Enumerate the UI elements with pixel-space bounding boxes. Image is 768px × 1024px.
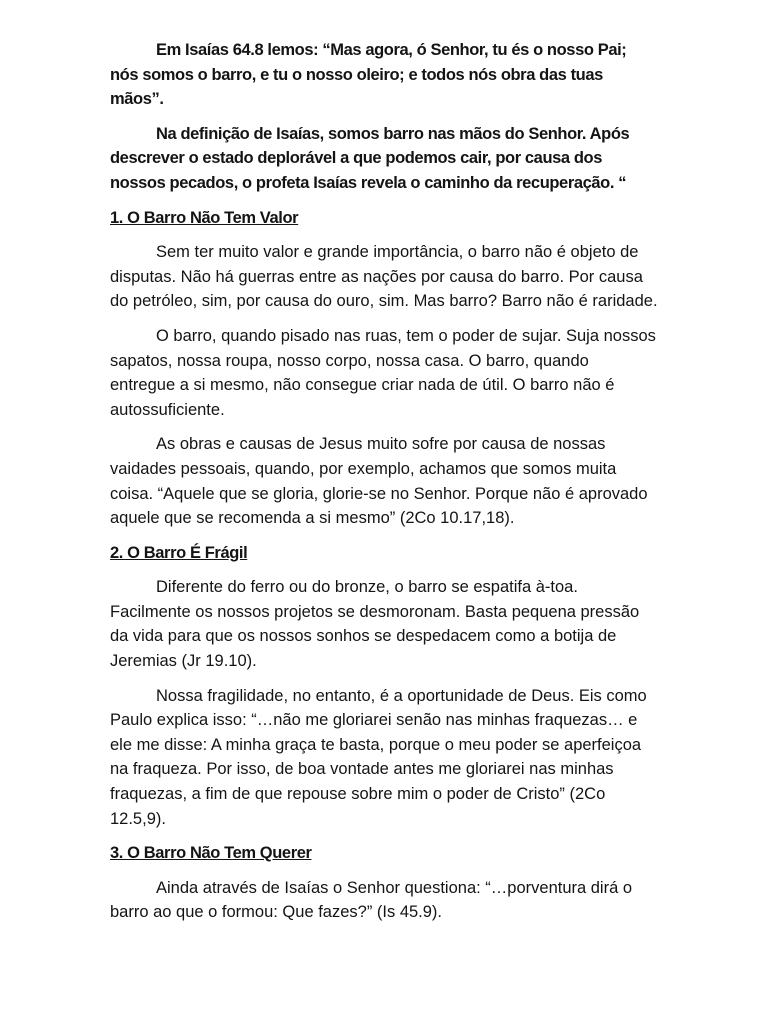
section-1-paragraph-2: O barro, quando pisado nas ruas, tem o poder de sujar. Suja nossos sapatos, nossa roupa, nosso corpo, nossa casa. O barro, quando entregue a si mesmo, não consegue criar nada de útil. O barro não é autossuficiente.: [110, 326, 656, 419]
intro-definition-paragraph: Na definição de Isaías, somos barro nas mãos do Senhor. Após descrever o estado deplorável a que podemos cair, por causa dos nossos pecados, o profeta Isaías revela o caminho da recuperação. “: [110, 124, 630, 192]
section-1-paragraph-3: As obras e causas de Jesus muito sofre por causa de nossas vaidades pessoais, quando, por exemplo, achamos que somos muita coisa. “Aquele que se gloria, glorie-se no Senhor. Porque não é aprovado aquele que se recomenda a si mesmo” (2Co 10.17,18).: [110, 435, 648, 528]
section-1-paragraph-1: Sem ter muito valor e grande importância, o barro não é objeto de disputas. Não há guerras entre as nações por causa do barro. Por causa do petróleo, sim, por causa do ouro, sim. Mas barro? Barro não é raridade.: [110, 243, 658, 311]
section-2-paragraph-1: Diferente do ferro ou do bronze, o barro se espatifa à-toa. Facilmente os nossos projetos se desmoronam. Basta pequena pressão da vida para que os nossos sonhos se despedacem como a botija de Jeremias (Jr 19.10).: [110, 578, 640, 671]
intro-verse-paragraph: Em Isaías 64.8 lemos: “Mas agora, ó Senhor, tu és o nosso Pai; nós somos o barro, e tu o nosso oleiro; e todos nós obra das tuas mãos”.: [110, 41, 627, 109]
document-body: [110, 38, 658, 935]
section-heading-1: 1. O Barro Não Tem Valor: [110, 208, 299, 227]
section-heading-2: 2. O Barro É Frágil: [110, 543, 248, 562]
section-2-paragraph-2: Nossa fragilidade, no entanto, é a oportunidade de Deus. Eis como Paulo explica isso: “…não me gloriarei senão nas minhas fraquezas… e ele me disse: A minha graça te basta, porque o meu poder se aperfeiçoa na fraqueza. Por isso, de boa vontade antes me gloriarei nas minhas fraquezas, a fim de que repouse sobre mim o poder de Cristo” (2Co 12.5,9).: [110, 686, 647, 828]
section-heading-3: 3. O Barro Não Tem Querer: [110, 844, 312, 863]
section-3-paragraph-1: Ainda através de Isaías o Senhor questiona: “…porventura dirá o barro ao que o formou: Que fazes?” (Is 45.9).: [110, 878, 633, 922]
